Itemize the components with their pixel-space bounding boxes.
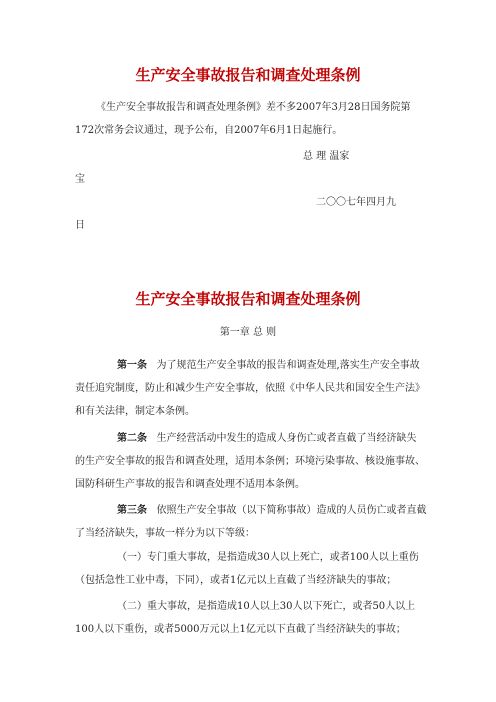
article-3-text: 依照生产安全事故（以下简称事故）造成的人员伤亡或者直截 bbox=[156, 505, 427, 516]
date-line: 二〇〇七年四月九 bbox=[316, 197, 396, 208]
article-1-label: 第一条 bbox=[117, 360, 147, 371]
list-item-2-cont: 100人以下重伤，或者5000万元以上1亿元以下直截了当经济缺失的事故； bbox=[75, 624, 406, 635]
preamble-line: 《生产安全事故报告和调查处理条例》差不多2007年3月28日国务院第 bbox=[96, 102, 411, 113]
list-item-1-cont: （包括急性工业中毒，下同），或者1亿元以上直截了当经济缺失的事故； bbox=[75, 575, 397, 586]
article-3-first-line bbox=[117, 504, 427, 518]
preamble-line: 172次常务会议通过，现予公布，自2007年6月1日起施行。 bbox=[75, 125, 343, 136]
article-2-first-line bbox=[117, 432, 417, 446]
signer-line: 宝 bbox=[75, 174, 85, 185]
article-1-line: 责任追究制度，防止和减少生产安全事故，依照《中华人民共和国安全生产法》 bbox=[75, 383, 425, 394]
regulation-title: 生产安全事故报告和调查处理条例 bbox=[135, 290, 361, 308]
article-2-line: 国防科研生产事故的报告和调查处理不适用本条例。 bbox=[75, 479, 305, 490]
article-3-line: 了当经济缺失，事故一样分为以下等级： bbox=[75, 528, 255, 539]
document-title: 生产安全事故报告和调查处理条例 bbox=[135, 66, 361, 84]
article-3-label: 第三条 bbox=[117, 505, 147, 516]
article-2-text: 生产经营活动中发生的造成人身伤亡或者直截了当经济缺失 bbox=[156, 433, 417, 444]
date-line: 日 bbox=[75, 220, 85, 231]
article-2-line: 的生产安全事故的报告和调查处理，适用本条例；环境污染事故、核设施事故、 bbox=[75, 456, 425, 467]
signer-line: 总 理 温家 bbox=[303, 151, 350, 162]
article-1-line: 和有关法律，制定本条例。 bbox=[75, 406, 195, 417]
list-item-2: （二）重大事故，是指造成10人以上30人以下死亡，或者50人以上 bbox=[117, 601, 416, 612]
article-2-label: 第二条 bbox=[117, 433, 147, 444]
list-item-1: （一）专门重大事故，是指造成30人以上死亡，或者100人以上重伤 bbox=[117, 552, 419, 563]
chapter-heading: 第一章 总 则 bbox=[219, 327, 277, 338]
article-1-first-line bbox=[117, 359, 420, 373]
article-1-text: 为了规范生产安全事故的报告和调查处理,落实生产安全事故 bbox=[156, 360, 420, 371]
